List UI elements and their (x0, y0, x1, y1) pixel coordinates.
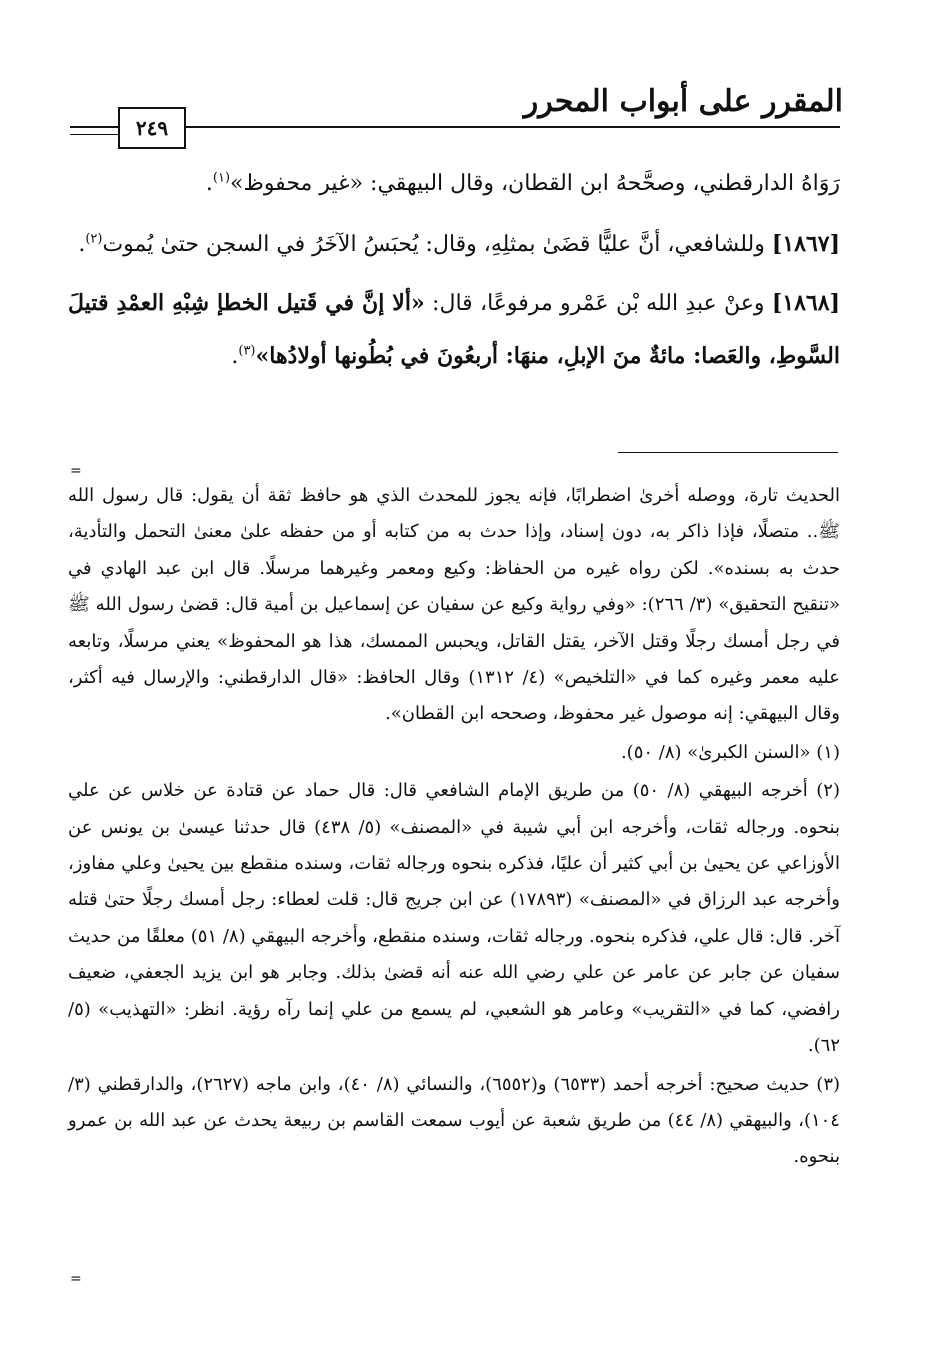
hadith-1868-matn: «ألا إنَّ في قَتيل الخطإ شِبْهِ العمْدِ قتيلَ السَّوطِ، والعَصا: مائةٌ منَ الإبلِ، منهَا: أربعُونَ في بُطُونها أولادُها» (68, 290, 840, 369)
footnote-ref-2: (٢) (85, 231, 103, 247)
hadith-number-1868: [١٨٦٨] (771, 290, 840, 316)
hadith-1868-intro: وعنْ عبدِ الله بْن عَمْرو مرفوعًا، قال: (424, 291, 765, 316)
hadith-1868: [١٨٦٨] وعنْ عبدِ الله بْن عَمْرو مرفوعًا، قال: «ألا إنَّ في قَتيل الخطإ شِبْهِ العمْدِ قتيلَ السَّوطِ، والعَصا: مائةٌ منَ الإبلِ، منهَا: أربعُونَ في بُطُونها أولادُها»$^{(٣)}$. (68, 290, 840, 369)
footnote-1: (١) «السنن الكبرىٰ» (٨/ ٥٠). (620, 741, 840, 763)
footnote-2: (٢) أخرجه البيهقي (٨/ ٥٠) من طريق الإمام الشافعي قال: قال حماد عن قتادة عن خلاس عن علي بنحوه. ورجاله ثقات، وأخرجه ابن أبي شيبة في «المصنف» (٥/ ٤٣٨) قال حدثنا عيسىٰ بن يونس عن الأوزاعي عن يحيىٰ بن أبي كثير أن عليًا، فذكره بنحوه ورجاله ثقات، وسنده منقطع بين يحيىٰ وعلي مفاوز، وأخرجه عبد الرزاق في «المصنف» (١٧٨٩٣) عن ابن جريج قال: قلت لعطاء: رجل أمسك رجلًا حتىٰ قتله آخر. قال: قال علي، فذكره بنحوه. ورجاله ثقات، وسنده منقطع، وأخرجه البيهقي (٨/ ٥١) معلقًا من حديث سفيان عن جابر عن عامر عن علي رضي الله عنه أنه قضىٰ بذلك. وجابر هو ابن يزيد الجعفي، ضعيف رافضي، كما في «التقريب» وعامر هو الشعبي، لم يسمع من علي إنما رآه رؤية. انظر: «التهذيب» (٥/ ٦٢). (68, 780, 841, 1057)
hadith-number-1867: [١٨٦٧] (771, 231, 840, 257)
page-number: ٢٤٩ (118, 107, 186, 149)
paragraph-1-text: رَوَاهُ الدارقطني، وصحَّحهُ ابن القطان، وقال البيهقي: «غير محفوظ» (230, 171, 840, 196)
header-rule-accent (70, 134, 120, 135)
hadith-1867-text: وللشافعي، أنَّ عليًّا قضَىٰ بمثلِهِ، وقال: يُحبَسُ الآخَرُ في السجن حتىٰ يُموت (102, 232, 765, 257)
continuation-mark-bottom: = (70, 1271, 82, 1287)
footnote-ref-1: (١) (212, 170, 231, 186)
main-text (68, 156, 840, 389)
hadith-1867: [١٨٦٧] وللشافعي، أنَّ عليًّا قضَىٰ بمثلِهِ، وقال: يُحبَسُ الآخَرُ في السجن حتىٰ يُموت$^{(٢)}$. (78, 231, 840, 257)
footnote-continuation: الحديث تارة، ووصله أخرىٰ اضطرابًا، فإنه يجوز للمحدث الذي هو حافظ ثقة أن يقول: قال رسول الله ﷺ.. متصلًا، فإذا ذاكر به، دون إسناد، وإذا حدث به من كتابه أو من حفظه علىٰ معنىٰ التحمل والتأدية، حدث به بسنده». لكن رواه غيره من الحفاظ: وكيع ومعمر وغيرهما مرسلًا. قال ابن عبد الهادي في «تنقيح التحقيق» (٣/ ٢٦٦): «وفي رواية وكيع عن سفيان عن إسماعيل بن أمية قال: قضىٰ رسول الله ﷺ في رجل أمسك رجلًا وقتل الآخر، يقتل القاتل، ويحبس الممسك، هذا هو المحفوظ» يعني مرسلًا، وتابعه عليه معمر وغيره كما في «التلخيص» (٤/ ١٣١٢) وقال الحافظ: «قال الدارقطني: والإرسال فيه أكثر، وقال البيهقي: إنه موصول غير محفوظ، وصححه ابن القطان». (68, 485, 840, 725)
running-title: المقرر على أبواب المحرر (523, 84, 843, 119)
footnote-ref-3: (٣) (238, 343, 256, 359)
continuation-mark-top: = (70, 463, 82, 479)
paragraph-1: رَوَاهُ الدارقطني، وصحَّحهُ ابن القطان، وقال البيهقي: «غير محفوظ»$^{(١)}$. (205, 170, 840, 196)
footnote-separator (618, 452, 838, 453)
footnote-3: (٣) حديث صحيح: أخرجه أحمد (٦٥٣٣) و(٦٥٥٢)، والنسائي (٨/ ٤٠)، وابن ماجه (٢٦٢٧)، والدارقطني (٣/ ١٠٤)، والبيهقي (٨/ ٤٤) من طريق شعبة عن أيوب سمعت القاسم بن ربيعة يحدث عن عبد الله بن عمرو بنحوه. (68, 1073, 841, 1168)
footnotes (68, 478, 840, 1178)
